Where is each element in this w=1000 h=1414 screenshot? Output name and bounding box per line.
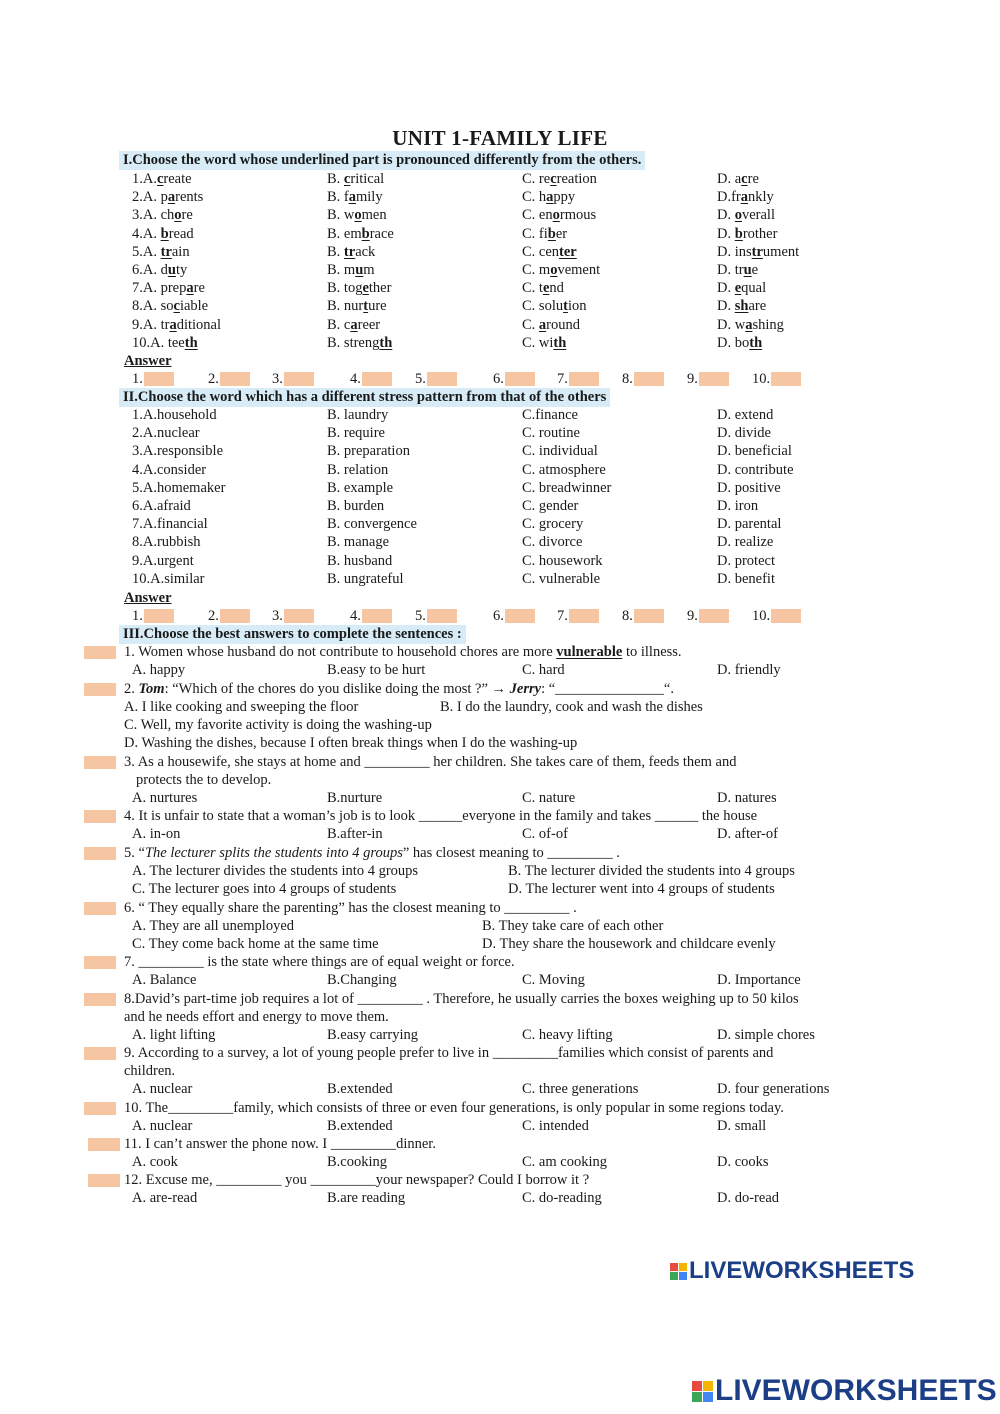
answer-slot bbox=[350, 370, 392, 388]
answer-number: 10. bbox=[752, 608, 771, 624]
option-a: 1.A.create bbox=[132, 171, 192, 187]
answer-number: 4. bbox=[350, 608, 361, 624]
answer-slot bbox=[687, 370, 729, 388]
option-d: D. realize bbox=[717, 534, 774, 551]
section2-row bbox=[0, 570, 1000, 588]
answer-input[interactable] bbox=[569, 372, 599, 386]
question-2: 2. Tom: “Which of the chores do you dislike doing the most ?” → Jerry: “_______________“. bbox=[0, 680, 1000, 698]
answer-input[interactable] bbox=[284, 372, 314, 386]
answer-input[interactable] bbox=[220, 372, 250, 386]
answer-input[interactable] bbox=[144, 609, 174, 623]
option-b: B. track bbox=[327, 243, 376, 260]
answer-input-q11[interactable] bbox=[88, 1138, 120, 1151]
liveworksheets-logo: LIVEWORKSHEETS bbox=[670, 1257, 914, 1285]
answer-number: 7. bbox=[557, 371, 568, 387]
option-c: C. enormous bbox=[522, 207, 597, 224]
option-a: 3.A. chore bbox=[132, 207, 193, 224]
option-d: D. beneficial bbox=[717, 443, 792, 460]
answer-input[interactable] bbox=[284, 609, 314, 623]
option-d: D. parental bbox=[717, 516, 782, 533]
option-c: C. recreation bbox=[522, 171, 597, 187]
option-d: D. washing bbox=[717, 316, 784, 333]
answer-input-q2[interactable] bbox=[84, 683, 116, 696]
options-q2-c: C. Well, my favorite activity is doing the washing-up bbox=[124, 717, 432, 733]
answer-number: 7. bbox=[557, 608, 568, 624]
answer-input[interactable] bbox=[220, 609, 250, 623]
answer-input[interactable] bbox=[427, 372, 457, 386]
option-a: 7.A.financial bbox=[132, 516, 208, 533]
option-c: C. around bbox=[522, 316, 581, 333]
section1-row bbox=[0, 297, 1000, 315]
option-b: B. example bbox=[327, 479, 394, 496]
option-c: C. center bbox=[522, 243, 577, 260]
option-d: D. positive bbox=[717, 479, 781, 496]
option-c: C. grocery bbox=[522, 516, 584, 533]
answer-number: 2. bbox=[208, 608, 219, 624]
answer-slot bbox=[557, 607, 599, 625]
option-a: 9.A.urgent bbox=[132, 552, 194, 569]
answer-input-q7[interactable] bbox=[84, 956, 116, 969]
answer-slot bbox=[415, 607, 457, 625]
option-a: 10.A. teeth bbox=[132, 334, 198, 351]
option-b: B. nurture bbox=[327, 298, 387, 315]
answer-slot bbox=[557, 370, 599, 388]
options-q4: A. in-on B.after-in C. of-of D. after-of bbox=[132, 826, 778, 842]
option-a: 10.A.similar bbox=[132, 570, 205, 587]
option-d: D. both bbox=[717, 334, 763, 351]
option-b: B. burden bbox=[327, 498, 385, 514]
answer-input-q8[interactable] bbox=[84, 993, 116, 1006]
option-b: B. laundry bbox=[327, 407, 389, 423]
answer-slot bbox=[687, 607, 729, 625]
option-b: B. husband bbox=[327, 552, 393, 569]
answer-row-1 bbox=[0, 370, 1000, 388]
option-c: C. housework bbox=[522, 552, 603, 569]
option-a: 8.A.rubbish bbox=[132, 534, 201, 551]
question-3-cont: protects the to develop. bbox=[136, 772, 272, 788]
option-c: C. movement bbox=[522, 262, 601, 278]
options-q9: A. nuclear B.extended C. three generations D. four generations bbox=[132, 1081, 830, 1097]
answer-number: 4. bbox=[350, 371, 361, 387]
answer-input-q3[interactable] bbox=[84, 756, 116, 769]
options-q11: A. cook B.cooking C. am cooking D. cooks bbox=[132, 1154, 769, 1170]
option-a: 6.A.afraid bbox=[132, 498, 191, 514]
answer-slot bbox=[132, 370, 174, 388]
option-c: C. routine bbox=[522, 425, 580, 442]
options-q5-cd: C. The lecturer goes into 4 groups of students D. The lecturer went into 4 groups of students bbox=[132, 881, 775, 897]
answer-number: 6. bbox=[493, 608, 504, 624]
option-c: C.finance bbox=[522, 407, 578, 423]
liveworksheets-logo-footer[interactable]: LIVEWORKSHEETS bbox=[692, 1374, 997, 1408]
option-a: 9.A. traditional bbox=[132, 316, 222, 333]
option-b: B. embrace bbox=[327, 225, 394, 242]
section2-row bbox=[0, 461, 1000, 479]
answer-slot bbox=[208, 370, 250, 388]
option-c: C. with bbox=[522, 334, 567, 351]
answer-number: 3. bbox=[272, 371, 283, 387]
option-c: C. atmosphere bbox=[522, 461, 606, 478]
option-d: D. divide bbox=[717, 425, 771, 442]
option-b: B. preparation bbox=[327, 443, 410, 460]
answer-input-q1[interactable] bbox=[84, 646, 116, 659]
option-b: B. manage bbox=[327, 534, 390, 551]
section3-heading: III.Choose the best answers to complete the sentences : bbox=[119, 625, 466, 644]
options-q12: A. are-read B.are reading C. do-reading D. do-read bbox=[132, 1190, 780, 1206]
option-b: B. require bbox=[327, 425, 385, 442]
answer-number: 9. bbox=[687, 371, 698, 387]
section2-row bbox=[0, 424, 1000, 442]
section2-row bbox=[0, 406, 1000, 424]
section2-heading: II.Choose the word which has a different stress pattern from that of the others bbox=[119, 388, 610, 407]
option-a: 5.A. train bbox=[132, 243, 190, 260]
answer-input[interactable] bbox=[362, 372, 392, 386]
option-b: B. ungrateful bbox=[327, 570, 404, 587]
options-q7: A. Balance B.Changing C. Moving D. Importance bbox=[132, 972, 801, 988]
answer-input-q6[interactable] bbox=[84, 902, 116, 915]
section2-row bbox=[0, 552, 1000, 570]
section1-row bbox=[0, 261, 1000, 279]
answer-slot bbox=[415, 370, 457, 388]
answer-number: 9. bbox=[687, 608, 698, 624]
answer-number: 5. bbox=[415, 371, 426, 387]
option-b: B. career bbox=[327, 316, 381, 333]
option-d: D. protect bbox=[717, 552, 775, 569]
option-d: D. overall bbox=[717, 207, 775, 224]
answer-slot bbox=[272, 370, 314, 388]
option-d: D. benefit bbox=[717, 570, 775, 587]
section2-row bbox=[0, 479, 1000, 497]
answer-number: 3. bbox=[272, 608, 283, 624]
section2-row bbox=[0, 515, 1000, 533]
answer-number: 5. bbox=[415, 608, 426, 624]
answer-number: 1. bbox=[132, 371, 143, 387]
section1-heading: I.Choose the word whose underlined part is pronounced differently from the others. bbox=[119, 151, 645, 170]
answer-slot bbox=[350, 607, 392, 625]
section1-row bbox=[0, 170, 1000, 188]
option-a: 2.A. parents bbox=[132, 189, 204, 206]
option-c: C. solution bbox=[522, 298, 587, 315]
option-d: D. true bbox=[717, 262, 759, 278]
option-d: D. acre bbox=[717, 171, 759, 187]
option-d: D. extend bbox=[717, 407, 774, 423]
option-d: D.frankly bbox=[717, 189, 774, 206]
page-title: UNIT 1-FAMILY LIFE bbox=[392, 126, 608, 150]
option-c: C. individual bbox=[522, 443, 598, 460]
option-d: D. instrument bbox=[717, 243, 800, 260]
answer-slot bbox=[272, 607, 314, 625]
option-b: B. family bbox=[327, 189, 383, 206]
question-8: 8.David’s part-time job requires a lot of _________ . Therefore, he usually carries the boxes weighing up to 50 kilos bbox=[0, 990, 1000, 1008]
option-b: B. together bbox=[327, 280, 392, 297]
option-a: 8.A. sociable bbox=[132, 298, 209, 315]
question-9-cont: children. bbox=[124, 1063, 176, 1079]
answer-input[interactable] bbox=[569, 609, 599, 623]
option-d: D. iron bbox=[717, 498, 759, 514]
option-b: B. critical bbox=[327, 171, 385, 187]
options-q6-cd: C. They come back home at the same time D. They share the housework and childcare evenly bbox=[132, 936, 776, 952]
option-c: C. vulnerable bbox=[522, 570, 601, 587]
option-a: 7.A. prepare bbox=[132, 280, 205, 297]
question-8-cont: and he needs effort and energy to move them. bbox=[124, 1009, 389, 1025]
option-c: C. happy bbox=[522, 189, 576, 206]
options-q1: A. happy B.easy to be hurt C. hard D. friendly bbox=[132, 662, 781, 678]
options-q8: A. light lifting B.easy carrying C. heavy lifting D. simple chores bbox=[132, 1027, 815, 1043]
answer-label-1: Answer bbox=[124, 353, 172, 369]
option-a: 4.A.consider bbox=[132, 461, 207, 478]
answer-number: 10. bbox=[752, 371, 771, 387]
option-c: C. tend bbox=[522, 280, 564, 297]
answer-number: 1. bbox=[132, 608, 143, 624]
answer-slot bbox=[493, 370, 535, 388]
answer-label-2: Answer bbox=[124, 590, 172, 606]
section1-row bbox=[0, 225, 1000, 243]
answer-input[interactable] bbox=[505, 609, 535, 623]
answer-input[interactable] bbox=[427, 609, 457, 623]
question-4: 4. It is unfair to state that a woman’s job is to look ______everyone in the family and takes ______ the house bbox=[0, 807, 1000, 825]
option-a: 2.A.nuclear bbox=[132, 425, 200, 442]
option-d: D. share bbox=[717, 298, 767, 315]
options-q6-ab: A. They are all unemployed B. They take care of each other bbox=[132, 918, 664, 934]
answer-input[interactable] bbox=[699, 372, 729, 386]
option-b: B. relation bbox=[327, 461, 389, 478]
option-b: B. strength bbox=[327, 334, 393, 351]
options-q3: A. nurtures B.nurture C. nature D. natures bbox=[132, 790, 777, 806]
option-c: C. divorce bbox=[522, 534, 583, 551]
answer-input-q5[interactable] bbox=[84, 847, 116, 860]
section2-row bbox=[0, 533, 1000, 551]
answer-number: 8. bbox=[622, 608, 633, 624]
option-a: 5.A.homemaker bbox=[132, 479, 226, 496]
question-11: 11. I can’t answer the phone now. I _________dinner. bbox=[0, 1135, 1000, 1153]
answer-input[interactable] bbox=[505, 372, 535, 386]
question-7: 7. _________ is the state where things are of equal weight or force. bbox=[0, 953, 1000, 971]
answer-row-2 bbox=[0, 607, 1000, 625]
option-a: 4.A. bread bbox=[132, 225, 194, 242]
answer-number: 8. bbox=[622, 371, 633, 387]
answer-input-q12[interactable] bbox=[88, 1174, 120, 1187]
question-12: 12. Excuse me, _________ you _________your newspaper? Could I borrow it ? bbox=[0, 1171, 1000, 1189]
option-c: C. gender bbox=[522, 498, 579, 514]
section1-row bbox=[0, 243, 1000, 261]
answer-input[interactable] bbox=[634, 372, 664, 386]
option-d: D. equal bbox=[717, 280, 767, 297]
answer-input[interactable] bbox=[362, 609, 392, 623]
answer-input[interactable] bbox=[771, 609, 801, 623]
question-5: 5. “The lecturer splits the students into 4 groups” has closest meaning to _________ . bbox=[0, 844, 1000, 862]
section2-row bbox=[0, 442, 1000, 460]
answer-number: 2. bbox=[208, 371, 219, 387]
option-b: B. mum bbox=[327, 262, 375, 278]
options-q2-d: D. Washing the dishes, because I often break things when I do the washing-up bbox=[124, 735, 578, 751]
answer-slot bbox=[208, 607, 250, 625]
liveworksheets-mark-icon bbox=[670, 1263, 687, 1280]
answer-input[interactable] bbox=[699, 609, 729, 623]
section1-row bbox=[0, 334, 1000, 352]
option-b: B. convergence bbox=[327, 516, 417, 533]
option-a: 1.A.household bbox=[132, 407, 217, 423]
options-q10: A. nuclear B.extended C. intended D. small bbox=[132, 1118, 767, 1134]
answer-slot bbox=[752, 607, 801, 625]
option-d: D. contribute bbox=[717, 461, 794, 478]
answer-input-q10[interactable] bbox=[84, 1102, 116, 1115]
section1-row bbox=[0, 279, 1000, 297]
option-c: C. fiber bbox=[522, 225, 568, 242]
section2-row bbox=[0, 497, 1000, 515]
answer-number: 6. bbox=[493, 371, 504, 387]
answer-slot bbox=[622, 370, 664, 388]
answer-slot bbox=[752, 370, 801, 388]
question-10: 10. The_________family, which consists of three or even four generations, is only popular in some regions today. bbox=[0, 1099, 1000, 1117]
answer-slot bbox=[493, 607, 535, 625]
question-3: 3. As a housewife, she stays at home and _________ her children. She takes care of them, feeds them and bbox=[0, 753, 1000, 771]
option-d: D. brother bbox=[717, 225, 778, 242]
option-b: B. women bbox=[327, 207, 387, 224]
section1-row bbox=[0, 188, 1000, 206]
question-6: 6. “ They equally share the parenting” has the closest meaning to _________ . bbox=[0, 899, 1000, 917]
liveworksheets-mark-icon bbox=[692, 1381, 713, 1402]
answer-input-q9[interactable] bbox=[84, 1047, 116, 1060]
answer-input-q4[interactable] bbox=[84, 810, 116, 823]
answer-input[interactable] bbox=[144, 372, 174, 386]
answer-slot bbox=[622, 607, 664, 625]
answer-input[interactable] bbox=[634, 609, 664, 623]
question-9: 9. According to a survey, a lot of young people prefer to live in _________families which consist of parents and bbox=[0, 1044, 1000, 1062]
answer-slot bbox=[132, 607, 174, 625]
option-a: 6.A. duty bbox=[132, 262, 188, 278]
question-1: 1. Women whose husband do not contribute to household chores are more vulnerable to illness. bbox=[0, 643, 1000, 661]
answer-input[interactable] bbox=[771, 372, 801, 386]
section1-row bbox=[0, 316, 1000, 334]
options-q2-ab: A. I like cooking and sweeping the floor B. I do the laundry, cook and wash the dishes bbox=[124, 699, 703, 715]
option-c: C. breadwinner bbox=[522, 479, 612, 496]
section1-row bbox=[0, 206, 1000, 224]
option-a: 3.A.responsible bbox=[132, 443, 224, 460]
options-q5-ab: A. The lecturer divides the students into 4 groups B. The lecturer divided the students into 4 groups bbox=[132, 863, 795, 879]
